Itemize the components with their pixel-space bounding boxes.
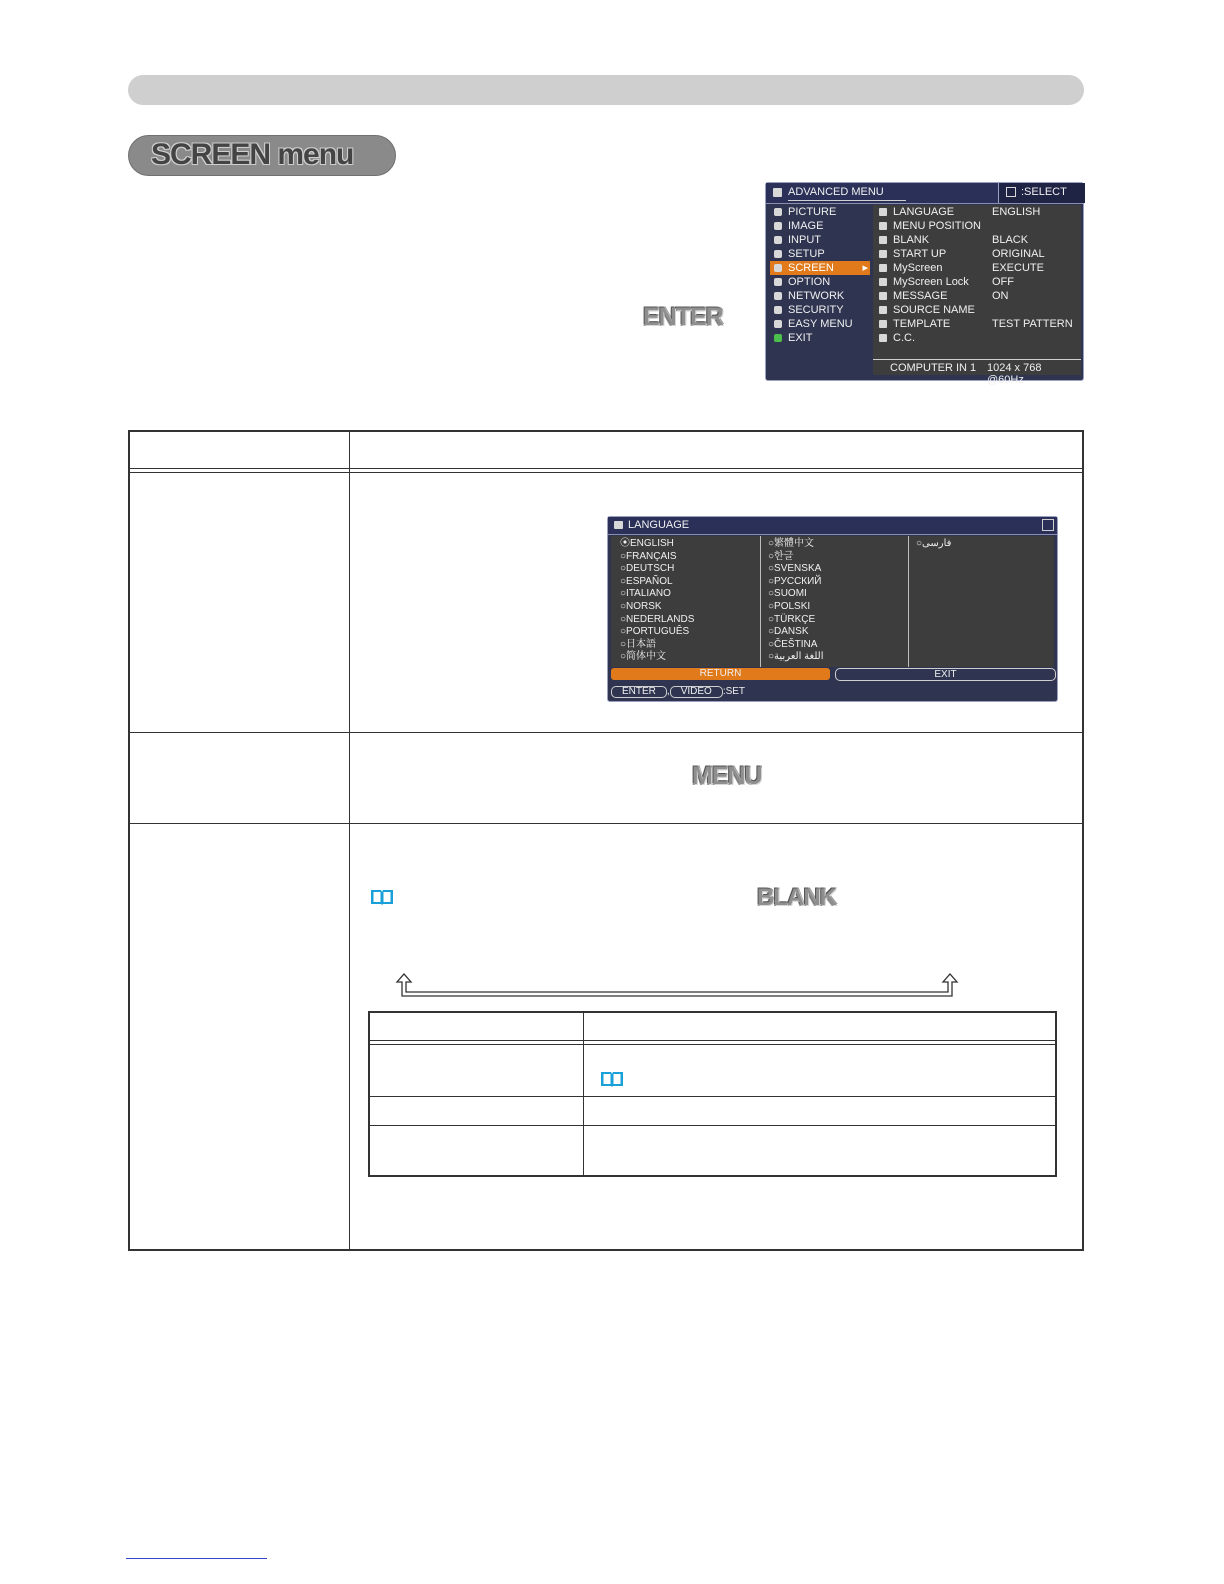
menu-icon: [773, 188, 782, 197]
blank-options-table: [368, 1011, 1057, 1177]
language-option[interactable]: ○FRANÇAIS: [620, 550, 677, 562]
language-option[interactable]: ○한글: [768, 550, 794, 562]
menu-item-security[interactable]: SECURITY: [770, 303, 870, 317]
menu-item-setup[interactable]: SETUP: [770, 247, 870, 261]
screen-submenu: [873, 205, 1081, 386]
language-option[interactable]: ○NORSK: [620, 600, 662, 612]
language-column-1: [620, 538, 766, 664]
language-option[interactable]: ○TÜRKÇE: [768, 613, 816, 625]
language-option[interactable]: ○POLSKI: [768, 600, 811, 612]
image-icon: [774, 222, 782, 230]
screen-item-message[interactable]: MESSAGE ON: [873, 289, 1081, 303]
menu-item-option[interactable]: OPTION: [770, 275, 870, 289]
menu-item-image[interactable]: IMAGE: [770, 219, 870, 233]
item-icon: [879, 306, 887, 314]
screen-item-template[interactable]: TEMPLATE TEST PATTERN: [873, 317, 1081, 331]
language-dialog-title: LANGUAGE: [628, 519, 690, 531]
return-button[interactable]: RETURN: [611, 668, 830, 680]
easy-menu-icon: [774, 320, 782, 328]
screen-item-start-up[interactable]: START UP ORIGINAL: [873, 247, 1081, 261]
item-icon: [879, 222, 887, 230]
screen-item-source-name[interactable]: SOURCE NAME: [873, 303, 1081, 317]
video-key: VIDEO: [670, 686, 723, 698]
language-column-2: [768, 538, 914, 664]
select-hint: :SELECT: [998, 183, 1085, 203]
language-option[interactable]: ○اللغة العربية: [768, 651, 824, 663]
screen-item-language[interactable]: LANGUAGE ENGLISH: [873, 205, 1081, 219]
screen-item-menu-position[interactable]: MENU POSITION: [873, 219, 1081, 233]
footer-resolution: 1024 x 768 @60Hz: [987, 362, 1042, 386]
option-icon: [774, 278, 782, 286]
language-option[interactable]: ○РУССКИЙ: [768, 575, 822, 587]
item-icon: [879, 236, 887, 244]
enter-key: ENTER: [611, 686, 667, 698]
language-option[interactable]: ○日本語: [620, 638, 657, 650]
item-icon: [879, 208, 887, 216]
item-icon: [879, 250, 887, 258]
item-icon: [879, 264, 887, 272]
footer-source: COMPUTER IN 1: [890, 362, 977, 374]
screen-icon: [774, 264, 782, 272]
language-option[interactable]: ○ITALIANO: [620, 588, 671, 600]
exit-button[interactable]: EXIT: [835, 668, 1056, 681]
submenu-arrow-icon: ▸: [862, 262, 868, 274]
menu-item-picture[interactable]: PICTURE: [770, 205, 870, 219]
section-title-text: SCREEN menu: [151, 138, 354, 171]
language-option[interactable]: ○ESPAÑOL: [620, 575, 673, 587]
language-option[interactable]: ○ČEŠTINA: [768, 638, 818, 650]
item-icon: [879, 320, 887, 328]
item-icon: [879, 334, 887, 342]
language-options: [611, 536, 1054, 667]
advanced-menu-footer: [873, 359, 1081, 386]
network-icon: [774, 292, 782, 300]
screen-item-myscreen[interactable]: MyScreen EXECUTE: [873, 261, 1081, 275]
security-icon: [774, 306, 782, 314]
input-icon: [774, 236, 782, 244]
section-title: [128, 135, 396, 176]
item-icon: [879, 278, 887, 286]
book-reference-icon: [600, 1070, 624, 1093]
footer-link-underline[interactable]: [126, 1558, 267, 1559]
advanced-menu-title: ADVANCED MENU: [788, 186, 884, 198]
menu-item-network[interactable]: NETWORK: [770, 289, 870, 303]
language-option[interactable]: ○PORTUGUÊS: [620, 626, 690, 638]
language-dialog-screenshot: [607, 516, 1058, 702]
language-option[interactable]: ○SUOMI: [768, 588, 807, 600]
menu-key-label: MENU: [692, 762, 762, 790]
setup-icon: [774, 250, 782, 258]
language-option[interactable]: ○DEUTSCH: [620, 563, 675, 575]
picture-icon: [774, 208, 782, 216]
language-column-3: [916, 538, 1062, 551]
language-option[interactable]: ○SVENSKA: [768, 563, 822, 575]
enter-key-label: ENTER: [643, 303, 723, 331]
advanced-menu-screenshot: [765, 182, 1084, 386]
cycle-arrow: [392, 972, 962, 1003]
menu-item-screen[interactable]: SCREEN ▸: [770, 261, 870, 275]
book-reference-icon: [370, 888, 394, 911]
header-bar: [128, 75, 1084, 105]
advanced-menu-header: [766, 183, 1083, 204]
select-icon: [1042, 519, 1054, 531]
language-icon: [614, 521, 623, 529]
item-icon: [879, 292, 887, 300]
screen-item-blank[interactable]: BLANK BLACK: [873, 233, 1081, 247]
language-dialog-footer: ENTER , VIDEO :SET: [611, 686, 745, 698]
language-option[interactable]: ○NEDERLANDS: [620, 613, 695, 625]
language-option[interactable]: ○DANSK: [768, 626, 809, 638]
language-option[interactable]: ○简体中文: [620, 651, 667, 663]
menu-item-input[interactable]: INPUT: [770, 233, 870, 247]
language-option[interactable]: ○繁體中文: [768, 538, 815, 549]
language-dialog-header: [608, 517, 1057, 535]
language-option[interactable]: ○فارسی: [916, 538, 952, 549]
language-option[interactable]: ⦿ENGLISH: [620, 538, 674, 549]
exit-icon: [774, 334, 782, 342]
advanced-menu-categories: [770, 205, 870, 345]
menu-item-exit[interactable]: EXIT: [770, 331, 870, 345]
blank-key-label: BLANK: [757, 884, 836, 911]
menu-item-easy-menu[interactable]: EASY MENU: [770, 317, 870, 331]
screen-item-myscreen-lock[interactable]: MyScreen Lock OFF: [873, 275, 1081, 289]
screen-item-c-c[interactable]: C.C.: [873, 331, 1081, 345]
select-icon: [1006, 187, 1016, 197]
